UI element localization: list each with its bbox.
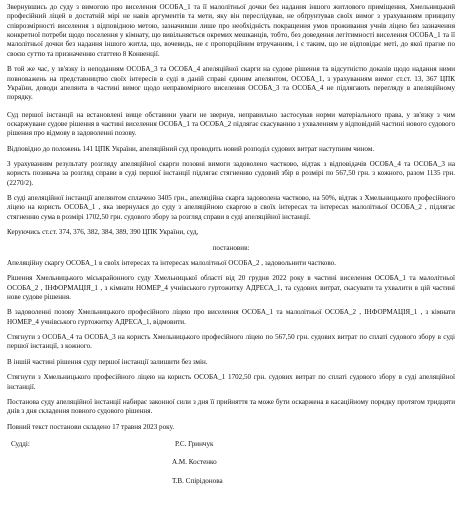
paragraph-proportionality: Звернувшись до суду з вимогою про виселення ОСОБА_1 та її малолітньої дочки без надання іншого житлового приміщення, Хмельницький професійний ліцей в достатній мірі не навів аргументів та мети, яку він переслідував, не обґрунтував своїх вимог з урахуванням принципу співрозмірності виселення з відповідною метою, зазначивши лише про необхідність покращення умов проживання учнів ліцею без зазначення конкретної потреби щодо поселення у кімнату, що вивільняється окремих мешканців, тобто, без доведення легітимності виселення ОСОБА_1 та її малолітньої дочки без надання іншого житла, що, вочевидь, не є пропорційним втручанням, і є таким, що не відповідає меті, до якої прагне по своєю суттю та призначенню статтею 8 Конвенції. [7,3,455,58]
resolution-recover-appeal-costs: Стягнути з Хмельницького професійного ліцею на користь ОСОБА_1 1702,50 грн. судових витрат по сплаті судового збору в суді апеляційної інстанції. [7,373,455,391]
resolution-rest-unchanged: В іншій частині рішення суду першої інстанції залишити без змін. [7,357,208,366]
paragraph-costs-first-instance: З урахуванням результату розгляду апеляційної скарги позовні вимоги задоволено частково, відтак з відповідачів ОСОБА_4 та ОСОБА_3 на користь позивача за розгляд справи в суді першої інстанції підлягає стягненню судовий збір в розмірі по 567,50 грн. з кожного, разом 1135 грн. (2270/2). [7,160,455,187]
judges-label: Судді: [11,439,30,448]
paragraph-first-instance-error: Суд першої інстанції на встановлені вище обставини уваги не звернув, неправильно застосував норми матеріального права, у зв'язку з чим оскаржуване судове рішення в частині виселення ОСОБА_1 та ОСОБА_2 підлягає скасуванню з ухваленням у відповідній частині нового судового рішення про відмову в задоволенні позову. [7,110,455,138]
paragraph-costs-intro: Відповідно до положень 141 ЦПК України, апеляційний суд проводить новий розподіл судових витрат наступним чином. [7,144,375,153]
paragraph-costs-appeal: В суді апеляційної інстанції апелянтом сплачено 3405 грн., апеляційна скарга задоволена частково, на 50%, відтак з Хмельницького професійного ліцею на користь ОСОБА_1 , яка звернулася до суду з апеляційною скаргою в своїх інтересах та інтересах малолітньої ОСОБА_2 , підлягає стягненню сума в розмірі 1702,50 грн. судового збору за розгляд справи в суді апеляційної інстанції. [7,194,455,221]
paragraph-legal-basis: Керуючись ст.ст. 374, 376, 382, 384, 389, 390 ЦПК України, суд, [7,228,199,237]
resolution-claim-denied: В задоволенні позову Хмельницького професійного ліцею про виселення ОСОБА_1 та малолітньої ОСОБА_2 , ІНФОРМАЦІЯ_1 , з кімнати НОМЕР_4 учнівського гуртожитку АДРЕСА_1, відмовити. [7,308,455,326]
full-text-date: Повний текст постанови складено 17 травня 2023 року. [7,422,175,431]
judges-block [7,440,455,498]
judge-name: Т.В. Спірідонова [172,476,223,485]
resolution-appeal-granted: Апеляційну скаргу ОСОБА_1 в своїх інтересах та інтересах малолітньої ОСОБА_2 , задовольнити частково. [7,258,336,267]
judge-name: Р.С. Гринчук [175,439,214,448]
judge-name: А.М. Костенко [172,457,217,466]
resolution-recover-costs: Стягнути з ОСОБА_4 та ОСОБА_3 на користь Хмельницького професійного ліцею по 567,50 грн. судових витрат по сплаті судового збору в суді першої інстанції, з кожного. [7,333,455,351]
paragraph-appeal-scope: В той же час, у зв'язку із неподанням ОСОБА_3 та ОСОБА_4 апеляційної скарги на судове рішення та відсутністю доказів щодо надання ними повноважень на представництво своїх інтересів в суді в даній справі єдиним апелянтом, ОСОБА_1, з урахуванням вимог ст.ст. 13, 367 ЦПК України, доводи апелянта в частині вимог щодо неправомірного виселення ОСОБА_3 та ОСОБА_4 не підлягають перегляду в апеляційному порядку. [7,65,455,102]
resolution-effective: Постанова суду апеляційної інстанції набирає законної сили з дня її прийняття та може бути оскаржена в касаційному порядку протягом тридцяти днів з дня складення повного судового рішення. [7,397,455,416]
resolution-decision-annulled: Рішення Хмельницького міськрайонного суду Хмельницької області від 20 грудня 2022 року в частині виселення ОСОБА_1 та малолітньої ОСОБА_2 , ІНФОРМАЦІЯ_1 , з кімнати НОМЕР_4 учнівського гуртожитку АДРЕСА_1, та судових витрат, скасувати та ухвалити в цій частині нове судове рішення. [7,274,455,301]
resolution-heading: постановив: [212,243,250,252]
